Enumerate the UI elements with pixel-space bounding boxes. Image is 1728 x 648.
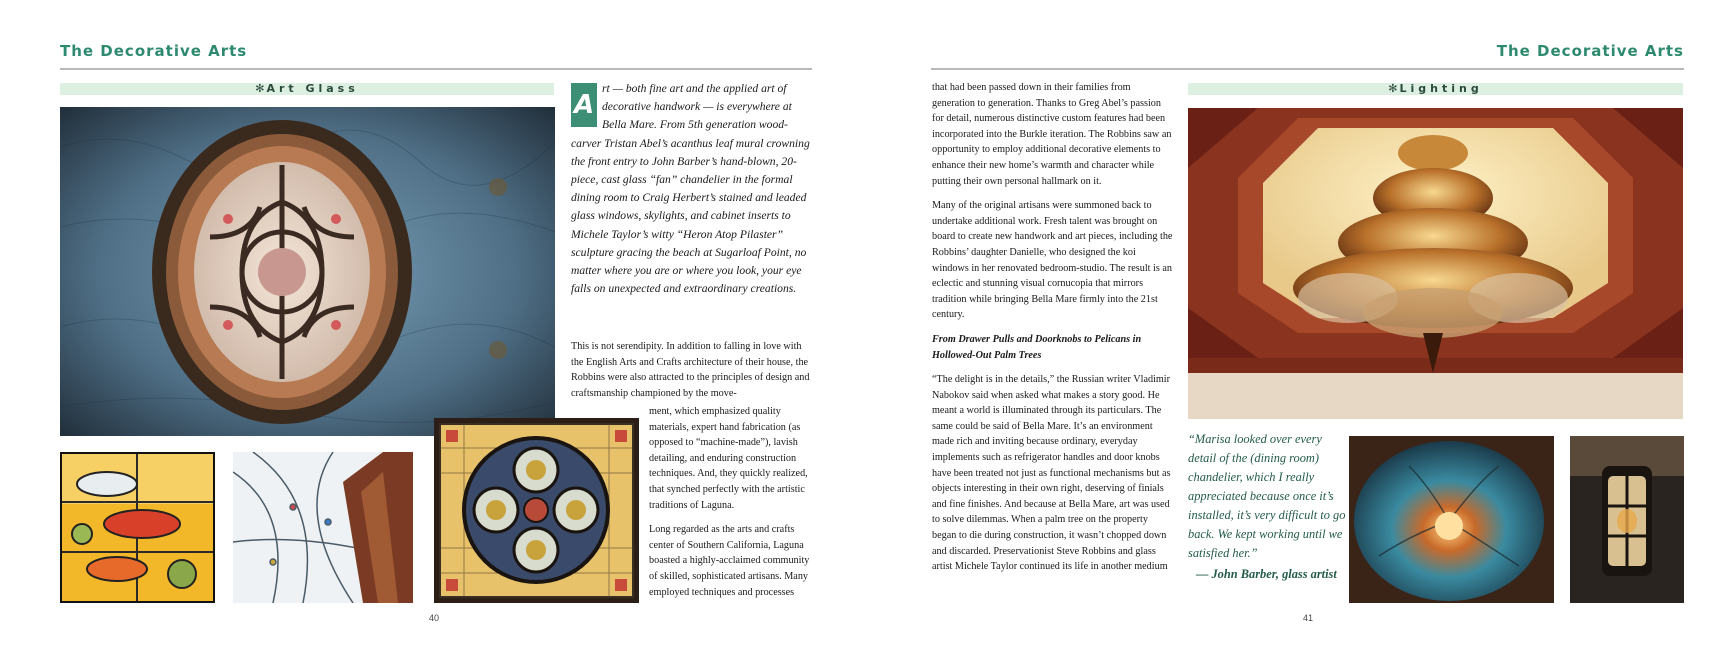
right-paragraph-2: Many of the original artisans were summoned back to undertake additional work. Fresh talent was brought on board to create new handwork and art pieces, including the Robbins’ daughter Danielle, who designed the koi windows in her renovated bedroom-studio. The result is an eclectic and stunning visual cornucopia that mirrors tradition while bringing Bella Mare firmly into the 21st century. [932,200,1173,321]
right-paragraph-1: that had been passed down in their families from generation to generation. Thanks to Greg Abel’s passion for detail, numerous distinctive custom features had been incorporated into the Burkle iteration. The Robbins saw an opportunity to employ additional decorative elements to enhance their new home’s warmth and character while putting their own personal hallmark on it. [932,82,1172,187]
pull-quote-text: “Marisa looked over every detail of the (dining room) chandelier, which I really appreciated because once it’s installed, it’s very difficult to go back. We kept working until we satisfied her.” [1188,432,1346,560]
section-band-art-glass [60,83,554,95]
intro-text: rt — both fine art and the applied art of decorative handwork — is everywhere at Bella Mare. From 5th generation wood-carver Tristan Abel’s acanthus leaf mural crowning the front entry to John Barber’s hand-blown, 20-piece, cast glass “fan” chandelier in the formal dining room to Craig Herbert’s stained and leaded glass windows, skylights, and cabinet inserts to Michele Taylor’s witty “Heron Atop Pilaster” sculpture gracing the beach at Sugarloaf Point, no matter where you are or where you look, your eye falls on unexpected and extraordinary creations. [571,82,810,296]
quatrefoil-glass-photo [434,418,639,603]
drop-cap: A [571,83,597,127]
right-text-column [932,80,1174,584]
running-head-right: The Decorative Arts [1496,42,1684,60]
lantern-photo [1570,436,1684,603]
section-band-lighting [1188,83,1683,95]
intro-paragraph [571,80,813,298]
body-paragraph-1-wide [571,339,813,401]
pull-quote [1188,430,1348,584]
chandelier-photo [1188,108,1683,419]
right-subhead: From Drawer Pulls and Doorknobs to Pelicans in Hollowed-Out Palm Trees [932,333,1142,361]
koi-window-photo [60,452,215,603]
body-paragraph-2: Long regarded as the arts and crafts center of Southern California, Laguna boasted a highly-acclaimed community of skilled, sophisticated artisans. Many employed techniques and processes [649,524,810,598]
header-rule-left [60,68,812,70]
header-rule-right [931,68,1684,70]
body-paragraph-1-narrow: ment, which emphasized quality materials, expert hand fabrication (as opposed to “machine-made”), lavish detailing, and enduring construction techniques. And, they quickly realized, that synched perfectly with the artistic traditions of Laguna. [649,406,808,511]
paragraph-text: This is not serendipity. In addition to falling in love with the English Arts and Crafts architecture of their house, the Robbins were also attracted to the principles of design and craftsmanship championed by the move- [571,341,810,399]
section-title-art-glass: Art Glass [266,82,359,95]
section-title-lighting: Lighting [1399,82,1483,95]
running-head-left: The Decorative Arts [60,42,248,60]
pull-quote-attribution: — John Barber, glass artist [1196,567,1337,581]
ornament-icon: ✻ [255,82,265,95]
page-number-right: 41 [1303,613,1314,623]
body-column-narrow [649,404,813,609]
ornament-icon: ✻ [1388,82,1398,95]
round-window-photo [60,107,555,436]
right-paragraph-3: “The delight is in the details,” the Russian writer Vladimir Nabokov said when asked what makes a story good. He meant a world is illuminated through its particulars. The same could be said of Bella Mare. It’s an environment made rich and inviting because ordinary, everyday implements such as refrigerator handles and door knobs have been treated not just as functional mechanisms but as objects interesting in their own right, deserving of finials and fine finishes. And because at Bella Mare, art was used to solve dilemmas. When a palm tree on the property began to die during construction, it wasn’t chopped down and discarded. Preservationist Steve Robbins and glass artist Michele Taylor continued its life in another medium [932,374,1171,573]
blue-glass-bowl-photo [1349,436,1554,603]
page-number-left: 40 [429,613,440,623]
palm-window-photo [233,452,413,603]
